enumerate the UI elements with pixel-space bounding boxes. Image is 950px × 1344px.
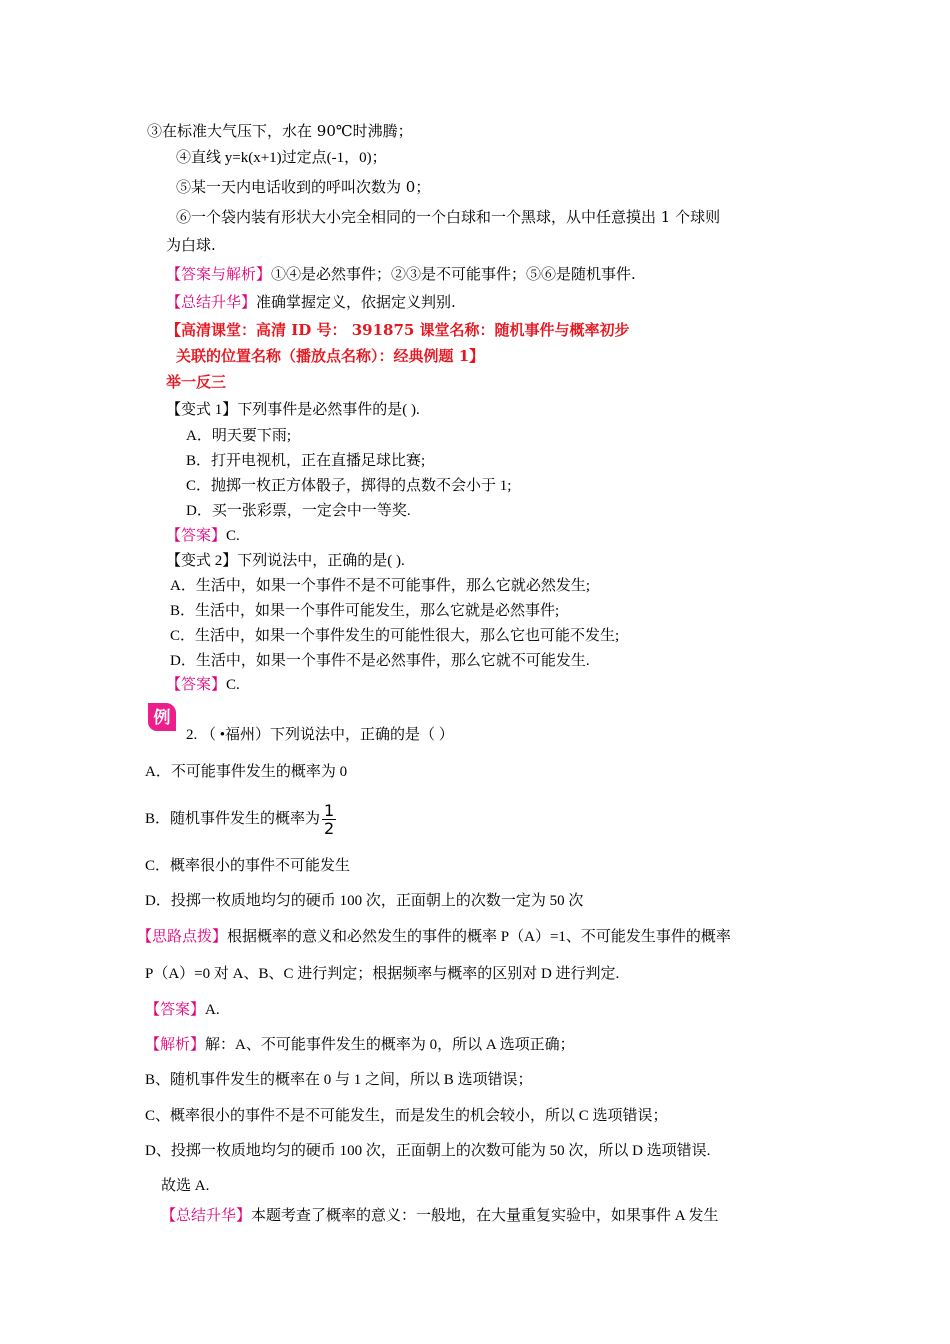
answer-2 (145, 1000, 220, 1020)
summary-2 (161, 1206, 719, 1226)
intro-line-5: ⑤某一天内电话收到的呼叫次数为 0； (176, 178, 431, 196)
analysis-line-b: B、随机事件发生的概率在 0 与 1 之间，所以 B 选项错误； (145, 1072, 533, 1088)
variant-1-option-c: C．抛掷一枚正方体骰子，掷得的点数不会小于 1; (186, 478, 512, 494)
intro-line-4: ④直线 y=k(x+1)过定点(-1，0)； (176, 150, 387, 166)
analysis-first: 解：A、不可能事件发生的概率为 0，所以 A 选项正确； (205, 1037, 575, 1053)
example-2-option-c: C．概率很小的事件不可能发生 (145, 858, 351, 874)
variant-2-answer-text: C. (226, 677, 240, 693)
example-2-question: 2. （ •福州）下列说法中，正确的是（ ） (186, 727, 454, 743)
variant-1-option-d: D．买一张彩票，一定会中一等奖. (186, 503, 411, 519)
hint-text-1: 根据概率的意义和必然发生的事件的概率 P（A）=1、不可能发生事件的概率 (227, 929, 731, 945)
example-2-option-d: D．投掷一枚质地均匀的硬币 100 次，正面朝上的次数一定为 50 次 (145, 893, 584, 909)
answer-2-tag: 【答案】 (145, 1002, 206, 1018)
summary-1-text: 准确掌握定义，依据定义判别. (256, 293, 456, 311)
intro-line-6-cont: 为白球. (166, 236, 216, 254)
analysis-line-1 (145, 1035, 575, 1055)
intro-line-6: ⑥一个袋内装有形状大小完全相同的一个白球和一个黑球，从中任意摸出 1 个球则 (176, 208, 721, 226)
analysis-conclusion: 故选 A. (161, 1178, 210, 1194)
hint-tag: 【思路点拨】 (137, 929, 228, 945)
summary-1 (166, 292, 456, 312)
analysis-line-d: D、投掷一枚质地均匀的硬币 100 次，正面朝上的次数可能为 50 次，所以 D 选项错误. (145, 1143, 711, 1159)
variant-2-option-d: D．生活中，如果一个事件不是必然事件，那么它就不可能发生. (170, 653, 590, 669)
answer-analysis-1 (166, 264, 636, 284)
hd-class-line-1: 【高清课堂：高清 ID 号： 391875 课堂名称：随机事件与概率初步 (166, 321, 630, 339)
example-badge-label: 例 (153, 708, 171, 728)
answer-2-text: A. (205, 1002, 220, 1018)
section-title: 举一反三 (166, 373, 227, 391)
answer-analysis-text: ①④是必然事件；②③是不可能事件；⑤⑥是随机事件. (271, 265, 636, 283)
variant-1-answer (166, 526, 240, 546)
hd-class-line-2: 关联的位置名称（播放点名称）：经典例题 1】 (176, 347, 485, 365)
example-2-option-b-text: B．随机事件发生的概率为 (145, 811, 321, 827)
variant-2-option-c: C．生活中，如果一个事件发生的可能性很大，那么它也可能不发生; (170, 628, 620, 644)
variant-1-answer-tag: 【答案】 (166, 528, 227, 544)
variant-1-question: 【变式 1】下列事件是必然事件的是( ). (166, 402, 420, 418)
example-2-option-a: A．不可能事件发生的概率为 0 (145, 764, 348, 780)
hint-line-2: P（A）=0 对 A、B、C 进行判定；根据频率与概率的区别对 D 进行判定. (145, 966, 620, 982)
intro-line-3: ③在标准大气压下，水在 90℃时沸腾； (147, 122, 413, 140)
answer-analysis-tag: 【答案与解析】 (166, 265, 272, 283)
variant-2-question: 【变式 2】下列说法中，正确的是( ). (166, 553, 405, 569)
summary-2-tag: 【总结升华】 (161, 1208, 252, 1224)
variant-2-answer-tag: 【答案】 (166, 677, 227, 693)
variant-1-answer-text: C. (226, 528, 240, 544)
variant-1-option-b: B．打开电视机，正在直播足球比赛; (186, 453, 426, 469)
summary-1-tag: 【总结升华】 (166, 293, 257, 311)
analysis-line-c: C、概率很小的事件不是不可能发生，而是发生的机会较小，所以 C 选项错误； (145, 1108, 668, 1124)
variant-2-option-b: B．生活中，如果一个事件可能发生，那么它就是必然事件; (170, 603, 560, 619)
summary-2-text: 本题考查了概率的意义：一般地，在大量重复实验中，如果事件 A 发生 (251, 1208, 719, 1224)
variant-1-option-a: A．明天要下雨; (186, 428, 292, 444)
example-2-option-b (145, 799, 336, 839)
example-badge-icon (145, 700, 179, 734)
variant-2-option-a: A．生活中，如果一个事件不是不可能事件，那么它就必然发生; (170, 578, 591, 594)
analysis-tag: 【解析】 (145, 1037, 206, 1053)
hint-line-1 (137, 927, 731, 947)
variant-2-answer (166, 675, 240, 695)
fraction-one-half: $\frac{1}{2}$ (324, 801, 335, 839)
